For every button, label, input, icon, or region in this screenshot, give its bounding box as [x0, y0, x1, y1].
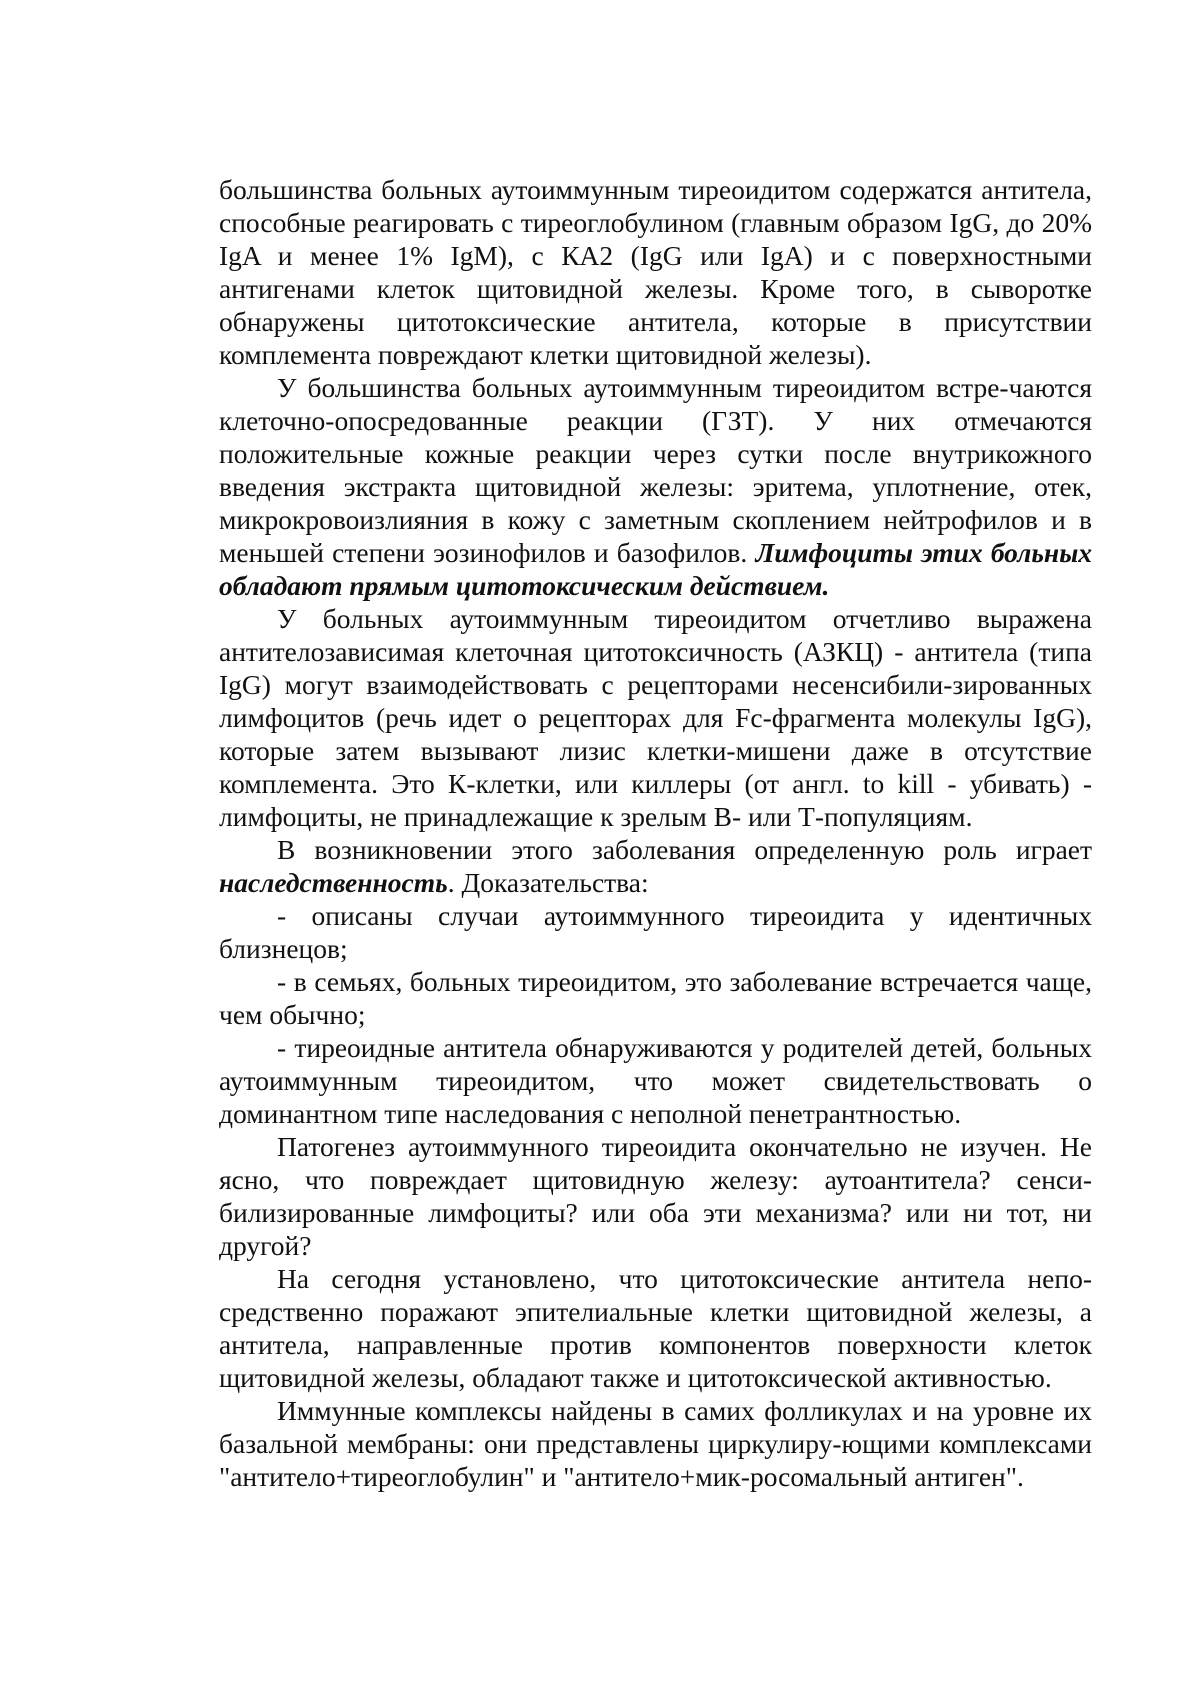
paragraph-immune-complexes [219, 1394, 1092, 1493]
list-item-text: - описаны случаи аутоиммунного тиреоидита у идентичных близнецов; [219, 900, 1092, 964]
list-item-twins [219, 899, 1092, 965]
emphasis-text: Лимфоциты этих больных обладают прямым цитотоксическим действием. [219, 537, 1093, 601]
list-item-families [219, 965, 1092, 1031]
paragraph-antibodies [219, 173, 1092, 371]
list-item-text: - в семьях, больных тиреоидитом, это заболевание встречается чаще, чем обычно; [219, 966, 1092, 1030]
list-item-parents [219, 1031, 1092, 1130]
paragraph-cytotoxic-antibodies [219, 1262, 1092, 1394]
paragraph-text: . Доказательства: [447, 867, 649, 898]
paragraph-text: В возникновении этого заболевания определенную роль играет [277, 834, 1092, 865]
paragraph-text: Патогенез аутоиммунного тиреоидита окончательно не изучен. Не ясно, что повреждает щитовидную железу: аутоантитела? сенси-билизированные лимфоциты? или оба эти механизма? или ни тот, ни другой? [219, 1131, 1092, 1261]
paragraph-adcc [219, 602, 1092, 833]
document-body [219, 173, 1092, 1493]
paragraph-text: У большинства больных аутоиммунным тиреоидитом встре-чаются клеточно-опосредованные реакции (ГЗТ). У них отмечаются положительные кожные реакции через сутки после внутрикожного введения экстракта щитовидной железы: эритема, уплотнение, отек, микрокровоизлияния в кожу с заметным скоплением нейтрофилов и в меньшей степени эозинофилов и базофилов. [219, 372, 1092, 568]
paragraph-text: большинства больных аутоиммунным тиреоидитом содержатся антитела, способные реагировать с тиреоглобулином (главным образом IgG, до 20% IgA и менее 1% IgM), с КА2 (IgG или IgA) и с поверхностными антигенами клеток щитовидной железы. Кроме того, в сыворотке обнаружены цитотоксические антитела, которые в присутствии комплемента повреждают клетки щитовидной железы). [219, 174, 1092, 370]
paragraph-text: У больных аутоиммунным тиреоидитом отчетливо выражена антителозависимая клеточная цитотоксичность (АЗКЦ) - антитела (типа IgG) могут взаимодействовать с рецепторами несенсибили-зированных лимфоцитов (речь идет о рецепторах для Fc-фрагмента молекулы IgG), которые затем вызывают лизис клетки-мишени даже в отсутствие комплемента. Это К-клетки, или киллеры (от англ. to kill - убивать) - лимфоциты, не принадлежащие к зрелым В- или Т-популяциям. [219, 603, 1092, 832]
paragraph-text: Иммунные комплексы найдены в самих фолликулах и на уровне их базальной мембраны: они представлены циркулиру-ющими комплексами "антитело+тиреоглобулин" и "антитело+мик-росомальный антиген". [219, 1395, 1092, 1492]
list-item-text: - тиреоидные антитела обнаруживаются у родителей детей, больных аутоиммунным тиреоидитом, что может свидетельствовать о доминантном типе наследования с неполной пенетрантностью. [219, 1032, 1092, 1129]
paragraph-cell-mediated-reactions [219, 371, 1092, 602]
paragraph-text: На сегодня установлено, что цитотоксические антитела непо-средственно поражают эпителиальные клетки щитовидной железы, а антитела, направленные против компонентов поверхности клеток щитовидной железы, обладают также и цитотоксической активностью. [219, 1263, 1092, 1393]
emphasis-text: наследственность [219, 867, 448, 898]
paragraph-pathogenesis [219, 1130, 1092, 1262]
paragraph-heredity [219, 833, 1092, 899]
